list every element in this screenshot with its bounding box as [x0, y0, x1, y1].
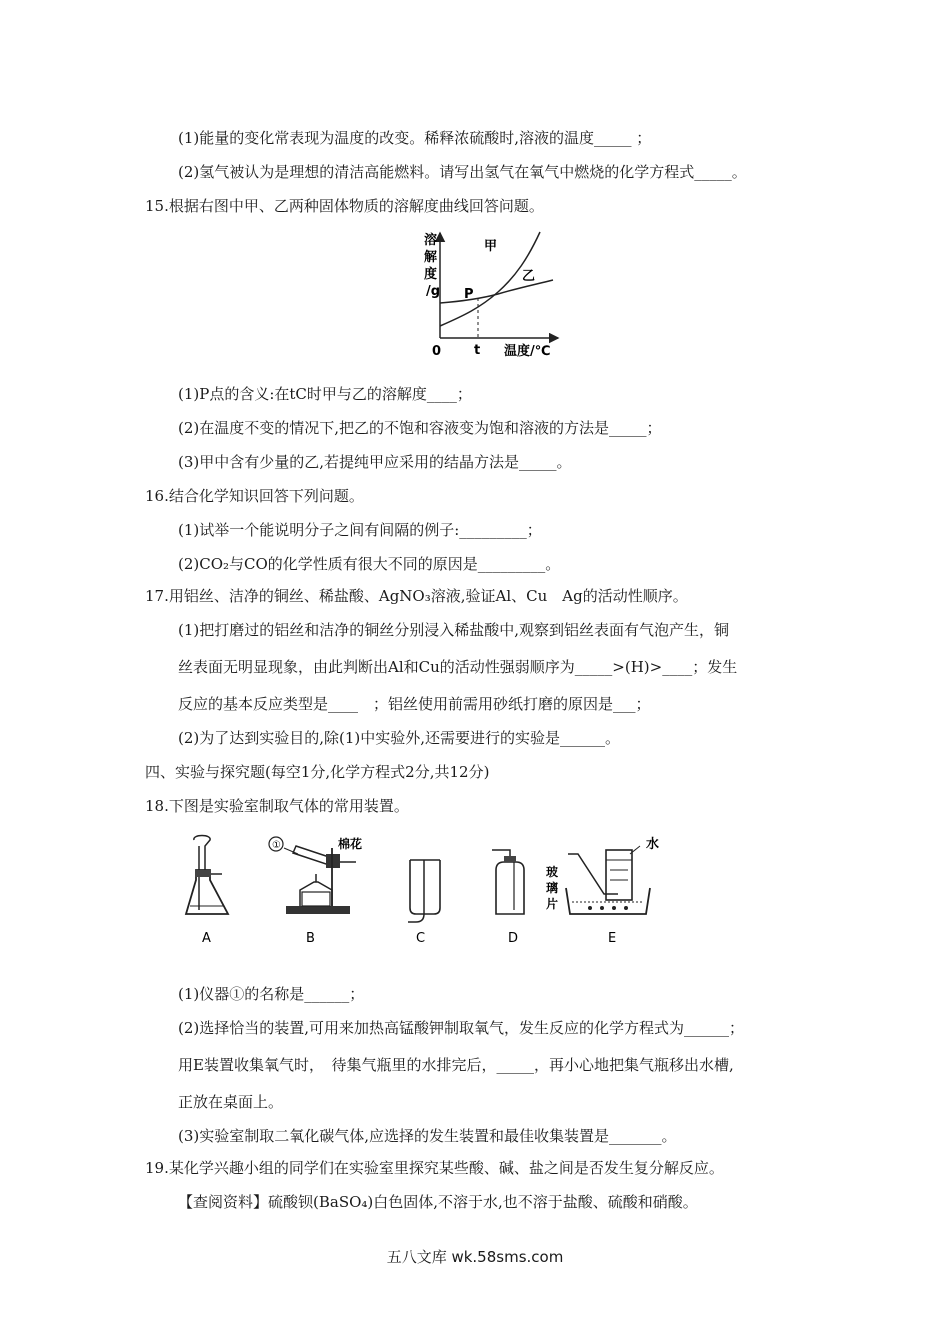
q16-stem: 16.结合化学知识回答下列问题。: [145, 487, 364, 505]
label-yi: 乙: [522, 269, 536, 284]
q17-part1a: (1)把打磨过的铝丝和洁净的铜丝分别浸入稀盐酸中,观察到铝丝表面有气泡产生，铜: [178, 621, 730, 639]
glass-plate-label-3: 片: [546, 897, 559, 911]
label-b: B: [306, 931, 315, 946]
q15-part2: (2)在温度不变的情况下,把乙的不饱和容液变为饱和溶液的方法是_____；: [178, 419, 662, 437]
apparatus-b: [269, 836, 362, 914]
q19-stem: 19.某化学兴趣小组的同学们在实验室里探究某些酸、碱、盐之间是否发生复分解反应。: [145, 1159, 724, 1177]
q18-part2c: 正放在桌面上。: [178, 1093, 284, 1111]
q18-part1: (1)仪器①的名称是______；: [178, 985, 365, 1003]
label-a: A: [202, 931, 211, 946]
ylabel-3: 度: [424, 267, 438, 282]
q15-stem: 15.根据右图中甲、乙两种固体物质的溶解度曲线回答问题。: [145, 197, 544, 215]
apparatus-a: [186, 836, 228, 915]
label-e: E: [608, 931, 617, 946]
origin-label: 0: [432, 344, 442, 359]
x-axis-label: 温度/℃: [504, 344, 551, 359]
q18-part3: (3)实验室制取二氧化碳气体,应选择的发生装置和最佳收集装置是_______。: [178, 1127, 677, 1145]
ylabel-1: 溶: [424, 233, 438, 248]
q17-part1c: 反应的基本反应类型是____ ；铝丝使用前需用砂纸打磨的原因是___；: [178, 695, 651, 713]
q18-stem: 18.下图是实验室制取气体的常用装置。: [145, 797, 409, 815]
x-tick-t: t: [474, 343, 481, 358]
q14-part1: (1)能量的变化常表现为温度的改变。稀释浓硫酸时,溶液的温度_____ ；: [178, 129, 652, 147]
q14-part2: (2)氢气被认为是理想的清洁高能燃料。请写出氢气在氧气中燃烧的化学方程式_____。: [178, 163, 747, 181]
q17-stem: 17.用铝丝、洁净的铜丝、稀盐酸、AgNO₃溶液,验证Al、Cu Ag的活动性顺序。: [145, 587, 688, 605]
curve-yi: [440, 280, 553, 303]
apparatus-d: [492, 850, 524, 914]
q18-part2a: (2)选择恰当的装置,可用来加热高锰酸钾制取氧气，发生反应的化学方程式为______；: [178, 1019, 745, 1037]
lab-apparatus-figure: [178, 830, 678, 950]
page-footer: 五八文库 wk.58sms.com: [386, 1248, 564, 1266]
cotton-label: 棉花: [338, 837, 363, 851]
water-label: 水: [646, 837, 660, 852]
apparatus-e: [546, 836, 659, 914]
circle-1-label: ①: [272, 840, 281, 851]
q17-part2: (2)为了达到实验目的,除(1)中实验外,还需要进行的实验是______。: [178, 729, 621, 747]
ylabel-2: 解: [424, 250, 438, 265]
label-d: D: [508, 931, 519, 946]
q18-part2b: 用E装置收集氧气时， 待集气瓶里的水排完后，_____，再小心地把集气瓶移出水槽,: [178, 1056, 734, 1074]
apparatus-c: [408, 860, 440, 922]
q17-part1b: 丝表面无明显现象，由此判断出Al和Cu的活动性强弱顺序为_____>(H)>____；发生: [178, 658, 738, 676]
glass-plate-label-2: 璃: [546, 881, 559, 895]
q16-part2: (2)CO₂与CO的化学性质有很大不同的原因是_________。: [178, 555, 561, 573]
label-c: C: [416, 931, 426, 946]
label-jia: 甲: [484, 239, 498, 254]
glass-plate-label-1: 玻: [546, 865, 559, 879]
ylabel-4: /g: [426, 284, 441, 299]
q19-info: 【查阅资料】硫酸钡(BaSO₄)白色固体,不溶于水,也不溶于盐酸、硫酸和硝酸。: [178, 1193, 698, 1211]
q15-part3: (3)甲中含有少量的乙,若提纯甲应采用的结晶方法是_____。: [178, 453, 572, 471]
solubility-chart: [418, 228, 568, 363]
point-p: P: [464, 287, 474, 302]
section-4-title: 四、实验与探究题(每空1分,化学方程式2分,共12分): [145, 763, 490, 781]
q15-part1: (1)P点的含义:在tC时甲与乙的溶解度____；: [178, 385, 472, 403]
q16-part1: (1)试举一个能说明分子之间有间隔的例子:_________；: [178, 521, 542, 539]
